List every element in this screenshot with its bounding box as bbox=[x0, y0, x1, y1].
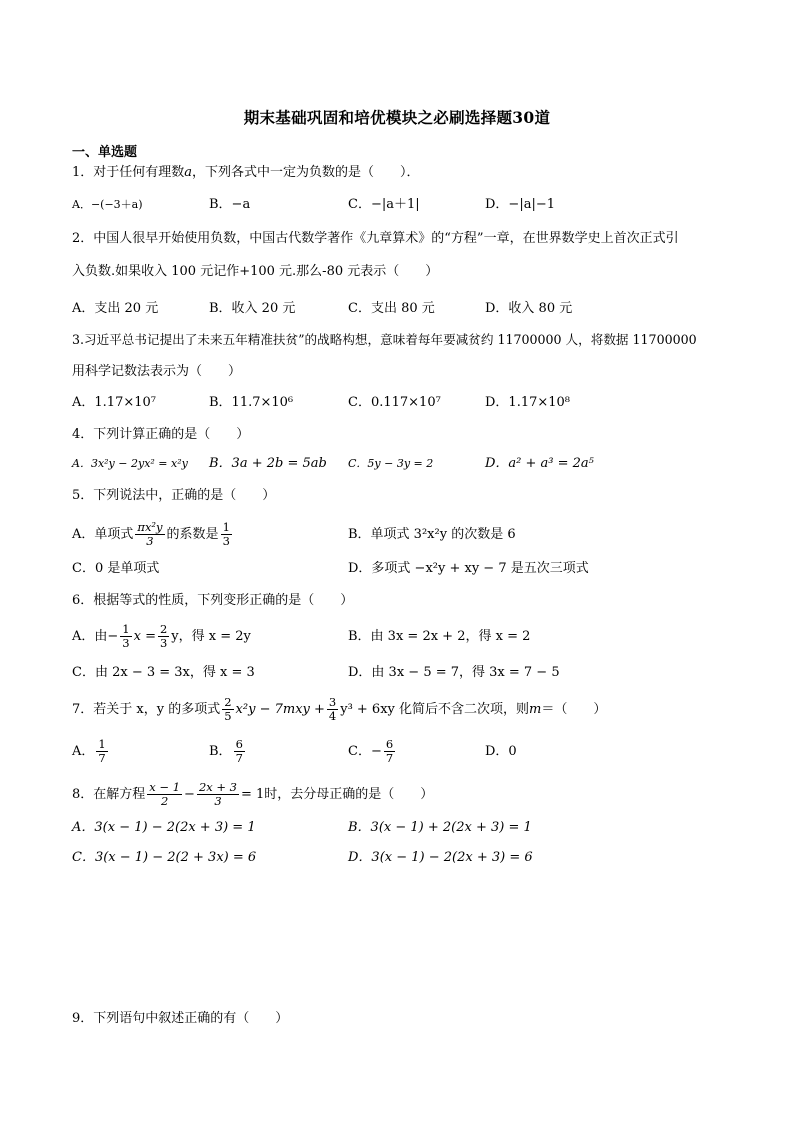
option-c: C．由 2x − 3 = 3x，得 x = 3 bbox=[72, 665, 255, 680]
fraction: $\frac{1}{3}$ bbox=[122, 622, 130, 650]
fraction: $\frac{2x + 3}{3}$ bbox=[198, 780, 238, 808]
question-1-stem: 1．对于任何有理数a，下列各式中一定为负数的是（ ）． bbox=[72, 165, 420, 180]
option-a: A．−(−3＋a) bbox=[72, 198, 143, 211]
question-3-line-1: 3.习近平总书记提出了未来五年精准扶贫”的战略构想，意味着每年要减贫约 11700000 人，将数据 11700000 bbox=[72, 332, 697, 347]
fraction: $\frac{\text{πx²y}}{3}$ bbox=[137, 520, 163, 548]
question-5-options-row-2 bbox=[72, 557, 732, 581]
question-4-stem: 4．下列计算正确的是（ ） bbox=[72, 427, 250, 442]
option-d: D．1.17×10⁸ bbox=[485, 395, 571, 410]
question-8-options-row-1 bbox=[72, 816, 732, 840]
question-6-stem: 6．根据等式的性质，下列变形正确的是（ ） bbox=[72, 593, 354, 608]
question-6-options-row-2 bbox=[72, 661, 732, 685]
question-2-options bbox=[72, 297, 732, 321]
question-5-options-row-1 bbox=[72, 520, 732, 550]
question-6-options-row-1 bbox=[72, 622, 732, 652]
option-b: B．单项式 3²x²y 的次数是 6 bbox=[348, 527, 516, 542]
option-a: A．由− $\frac{1}{3}$ x = $\frac{2}{3}$ y，得 x = 2y bbox=[72, 622, 251, 650]
option-b: B． $\frac{6}{7}$ bbox=[209, 737, 243, 765]
option-c: C．5y − 3y = 2 bbox=[348, 457, 434, 470]
question-9-stem: 9．下列语句中叙述正确的有（ ） bbox=[72, 1011, 289, 1026]
option-c: C．支出 80 元 bbox=[348, 301, 435, 316]
option-c: C．0 是单项式 bbox=[72, 561, 160, 576]
option-b: B．11.7×10⁶ bbox=[209, 395, 294, 410]
fraction: $\frac{3}{4}$ bbox=[328, 695, 337, 723]
option-a: A．1.17×10⁷ bbox=[72, 395, 156, 410]
option-b: B．−a bbox=[209, 197, 251, 212]
option-b: B．由 3x = 2x + 2，得 x = 2 bbox=[348, 629, 531, 644]
question-4-options bbox=[72, 452, 732, 476]
option-b: B．3a + 2b = 5ab bbox=[209, 456, 327, 471]
option-c: C．3(x − 1) − 2(2 + 3x) = 6 bbox=[72, 850, 257, 865]
option-a: A．3x²y − 2yx² = x²y bbox=[72, 457, 188, 470]
fraction: $\frac{1}{7}$ bbox=[98, 737, 106, 765]
option-a: A．支出 20 元 bbox=[72, 301, 159, 316]
option-d: D．由 3x − 5 = 7，得 3x = 7 − 5 bbox=[348, 665, 560, 680]
question-7-options bbox=[72, 736, 732, 768]
option-c: C．−|a＋1| bbox=[348, 197, 420, 212]
fraction: $\frac{6}{7}$ bbox=[385, 737, 394, 765]
question-5-stem: 5．下列说法中，正确的是（ ） bbox=[72, 488, 276, 503]
question-1-options bbox=[72, 193, 732, 217]
section-heading: 一、单选题 bbox=[72, 145, 138, 160]
option-a: A． $\frac{1}{7}$ bbox=[72, 737, 106, 765]
fraction: $\frac{6}{7}$ bbox=[235, 737, 243, 765]
question-7-stem: 7．若关于 x，y 的多项式 $\frac{2}{5}$ x²y − 7mxy + $\frac{3}{4}$ y³ + 6xy 化简后不含二次项，则m＝（ ） bbox=[72, 695, 607, 723]
question-8-options-row-2 bbox=[72, 846, 732, 870]
question-3-options bbox=[72, 391, 732, 415]
option-b: B．3(x − 1) + 2(2x + 3) = 1 bbox=[348, 820, 532, 835]
option-d: D．3(x − 1) − 2(2x + 3) = 6 bbox=[348, 850, 533, 865]
option-b: B．收入 20 元 bbox=[209, 301, 296, 316]
option-c: C．0.117×10⁷ bbox=[348, 395, 441, 410]
fraction: $\frac{2}{3}$ bbox=[159, 622, 168, 650]
fraction: $\frac{2}{5}$ bbox=[224, 695, 232, 723]
fraction: $\frac{x - 1}{2}$ bbox=[149, 780, 181, 808]
question-3-line-2: 用科学记数法表示为（ ） bbox=[72, 364, 242, 379]
option-d: D．0 bbox=[485, 744, 517, 759]
question-8-stem: 8．在解方程 $\frac{x - 1}{2}$ − $\frac{2x + 3}{3}$ = 1时，去分母正确的是（ ） bbox=[72, 780, 434, 808]
question-2-line-1: 2．中国人很早开始使用负数，中国古代数学著作《九章算术》的“方程”一章，在世界数学史上首次正式引 bbox=[72, 231, 679, 246]
question-2-line-2: 入负数.如果收入 100 元记作+100 元.那么-80 元表示（ ） bbox=[72, 264, 439, 279]
page-title: 期末基础巩固和培优模块之必刷选择题30道 bbox=[243, 108, 551, 127]
option-a: A．3(x − 1) − 2(2x + 3) = 1 bbox=[72, 820, 256, 835]
option-a: A．单项式 $\frac{\text{πx²y}}{3}$ 的系数是 $\frac{1}{3}$ bbox=[72, 520, 230, 548]
option-d: D．a² + a³ = 2a⁵ bbox=[485, 456, 594, 471]
option-d: D．−|a|−1 bbox=[485, 197, 555, 212]
option-d: D．收入 80 元 bbox=[485, 301, 573, 316]
option-d: D．多项式 −x²y + xy − 7 是五次三项式 bbox=[348, 561, 589, 576]
option-c: C．− $\frac{6}{7}$ bbox=[348, 737, 394, 765]
fraction: $\frac{1}{3}$ bbox=[222, 520, 230, 548]
